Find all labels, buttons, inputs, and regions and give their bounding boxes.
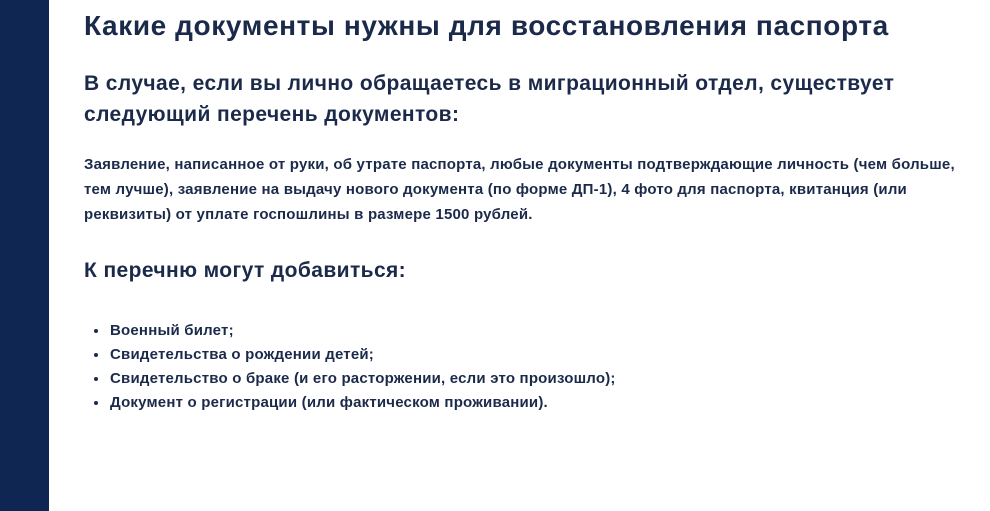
bullet-icon (94, 353, 98, 357)
list-item (94, 367, 974, 391)
list-item-text: Документ о регистрации (или фактическом проживании). (110, 394, 548, 411)
bullet-icon (94, 329, 98, 333)
article-subtitle: В случае, если вы лично обращаетесь в миграционный отдел, существует следующий перечень документов: (84, 72, 895, 126)
bullet-icon (94, 377, 98, 381)
list-item (94, 343, 974, 367)
list-item-text: Свидетельство о браке (и его расторжении, если это произошло); (110, 370, 616, 387)
bullet-icon (94, 401, 98, 405)
documents-paragraph: Заявление, написанное от руки, об утрате паспорта, любые документы подтверждающие личность (чем больше, тем лучше), заявление на выдачу нового документа (по форме ДП-1), 4 фото для паспорта, квитанция (или реквизиты) от уплате госпошлины в размере 1500 рублей. (84, 156, 955, 223)
list-item-text: Свидетельства о рождении детей; (110, 346, 374, 363)
list-item (94, 391, 974, 415)
additional-documents-list (84, 319, 974, 415)
page-title: Какие документы нужны для восстановления паспорта (84, 10, 889, 41)
list-item (94, 319, 974, 343)
sidebar-accent-bar (0, 0, 49, 511)
additional-documents-heading: К перечню могут добавиться: (84, 259, 407, 282)
list-item-text: Военный билет; (110, 322, 234, 339)
article-content (84, 0, 974, 415)
